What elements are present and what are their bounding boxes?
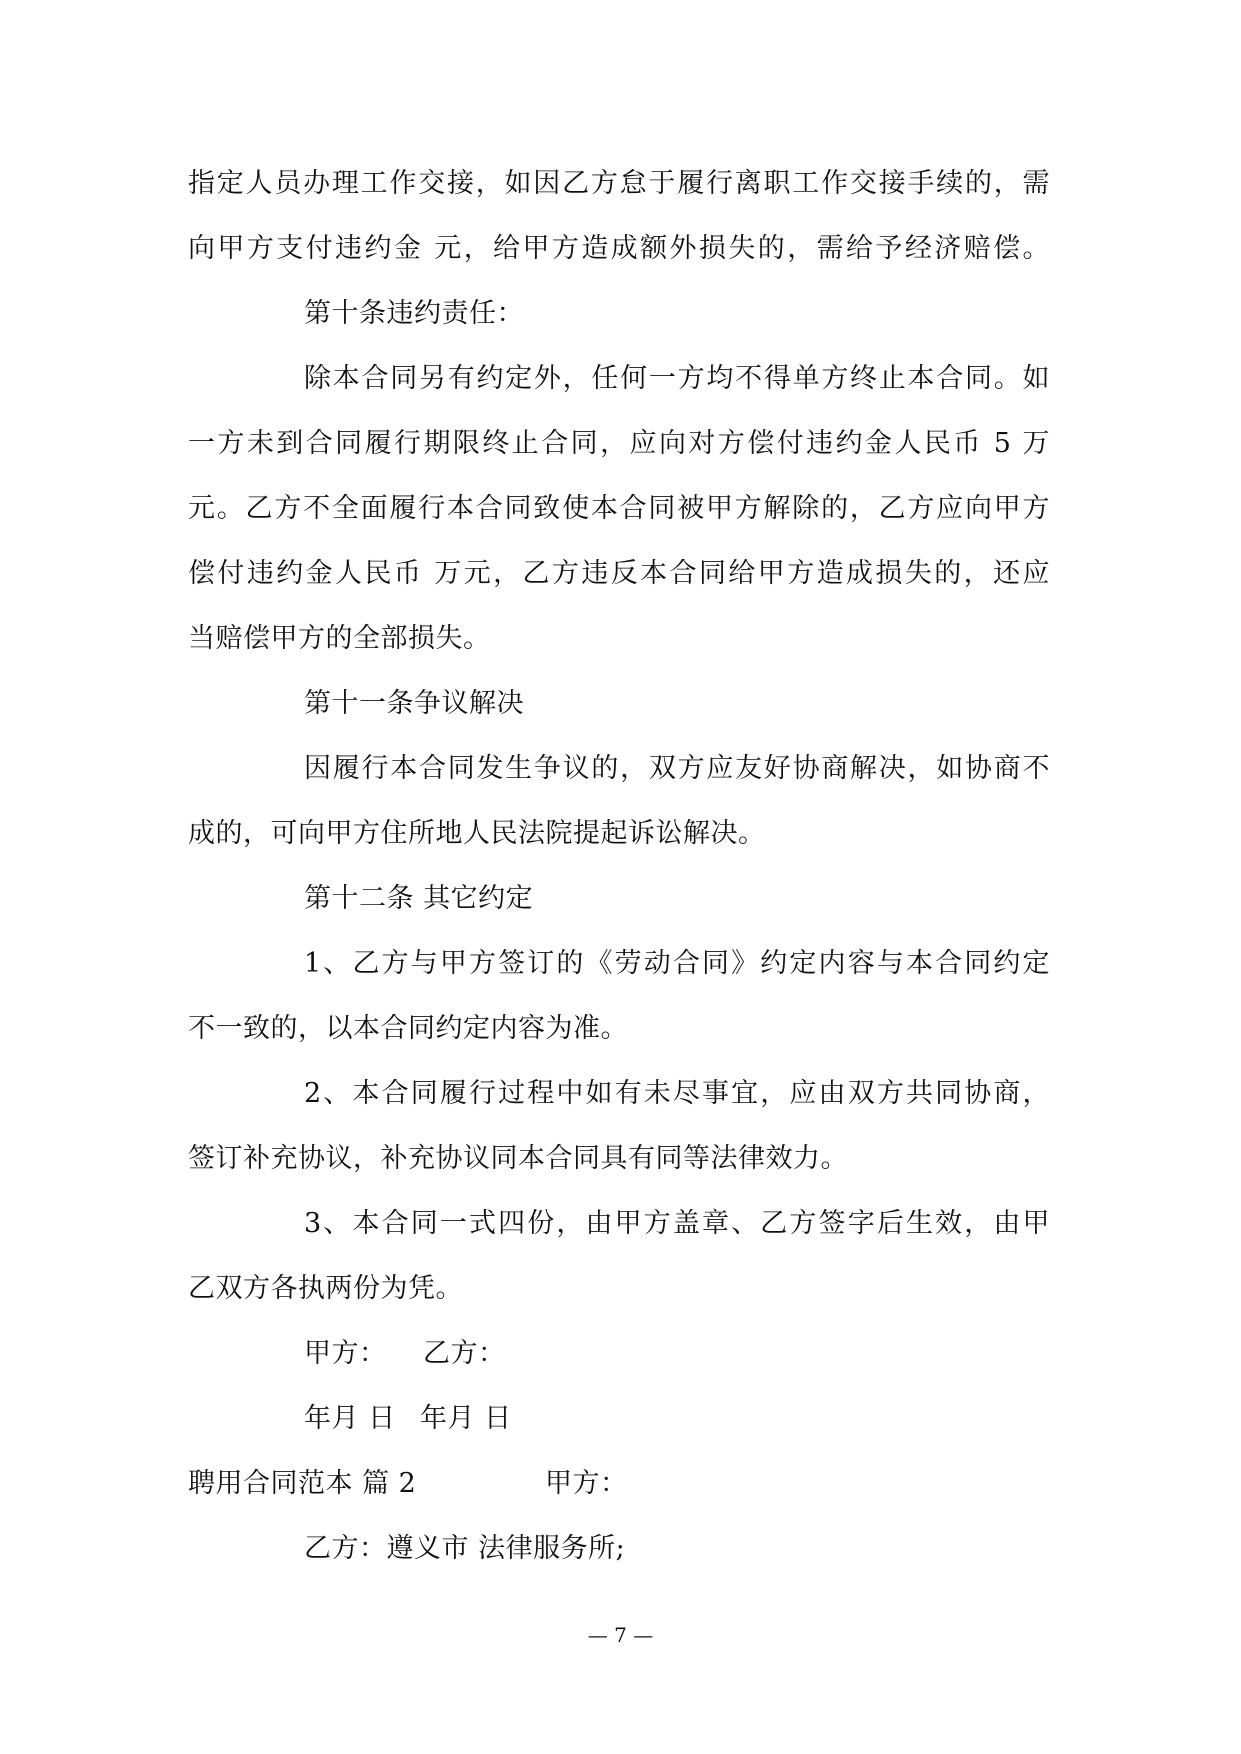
paragraph-line-1: 指定人员办理工作交接，如因乙方怠于履行离职工作交接手续的，需 (188, 168, 1050, 199)
paragraph-line-14: 不一致的，以本合同约定内容为准。 (188, 1013, 628, 1044)
paragraph-line-6: 元。乙方不全面履行本合同致使本合同被甲方解除的，乙方应向甲方 (188, 493, 1050, 524)
paragraph-line-4: 除本合同另有约定外，任何一方均不得单方终止本合同。如 (304, 363, 1050, 394)
signature-party-b: 乙方： (423, 1338, 506, 1369)
paragraph-line-17: 3、本合同一式四份，由甲方盖章、乙方签字后生效，由甲 (304, 1208, 1050, 1239)
signature-date-a: 年月 日 (304, 1403, 396, 1434)
paragraph-line-16: 签订补充协议，补充协议同本合同具有同等法律效力。 (188, 1143, 848, 1174)
signature-date-b: 年月 日 (420, 1403, 512, 1434)
paragraph-line-7: 偿付违约金人民币 万元，乙方违反本合同给甲方造成损失的，还应 (188, 558, 1050, 589)
paragraph-line-10: 因履行本合同发生争议的，双方应友好协商解决，如协商不 (304, 753, 1050, 784)
paragraph-line-15: 2、本合同履行过程中如有未尽事宜，应由双方共同协商， (304, 1078, 1050, 1109)
article-11-heading: 第十一条争议解决 (304, 688, 524, 719)
next-contract-party-b: 乙方：遵义市 法律服务所; (304, 1533, 626, 1564)
paragraph-line-8: 当赔偿甲方的全部损失。 (188, 623, 491, 654)
next-contract-party-a: 甲方： (545, 1468, 628, 1499)
article-10-heading: 第十条违约责任： (304, 298, 524, 329)
paragraph-line-5: 一方未到合同履行期限终止合同，应向对方偿付违约金人民币 5 万 (188, 428, 1050, 459)
signature-party-a: 甲方： (304, 1338, 387, 1369)
paragraph-line-13: 1、乙方与甲方签订的《劳动合同》约定内容与本合同约定 (304, 948, 1050, 979)
paragraph-line-11: 成的，可向甲方住所地人民法院提起诉讼解决。 (188, 818, 766, 849)
page-number: — 7 — (587, 1623, 654, 1647)
paragraph-line-18: 乙双方各执两份为凭。 (188, 1273, 463, 1304)
article-12-heading: 第十二条 其它约定 (304, 883, 534, 914)
next-contract-title: 聘用合同范本 篇 2 (188, 1468, 417, 1499)
paragraph-line-2: 向甲方支付违约金 元，给甲方造成额外损失的，需给予经济赔偿。 (188, 233, 1050, 264)
